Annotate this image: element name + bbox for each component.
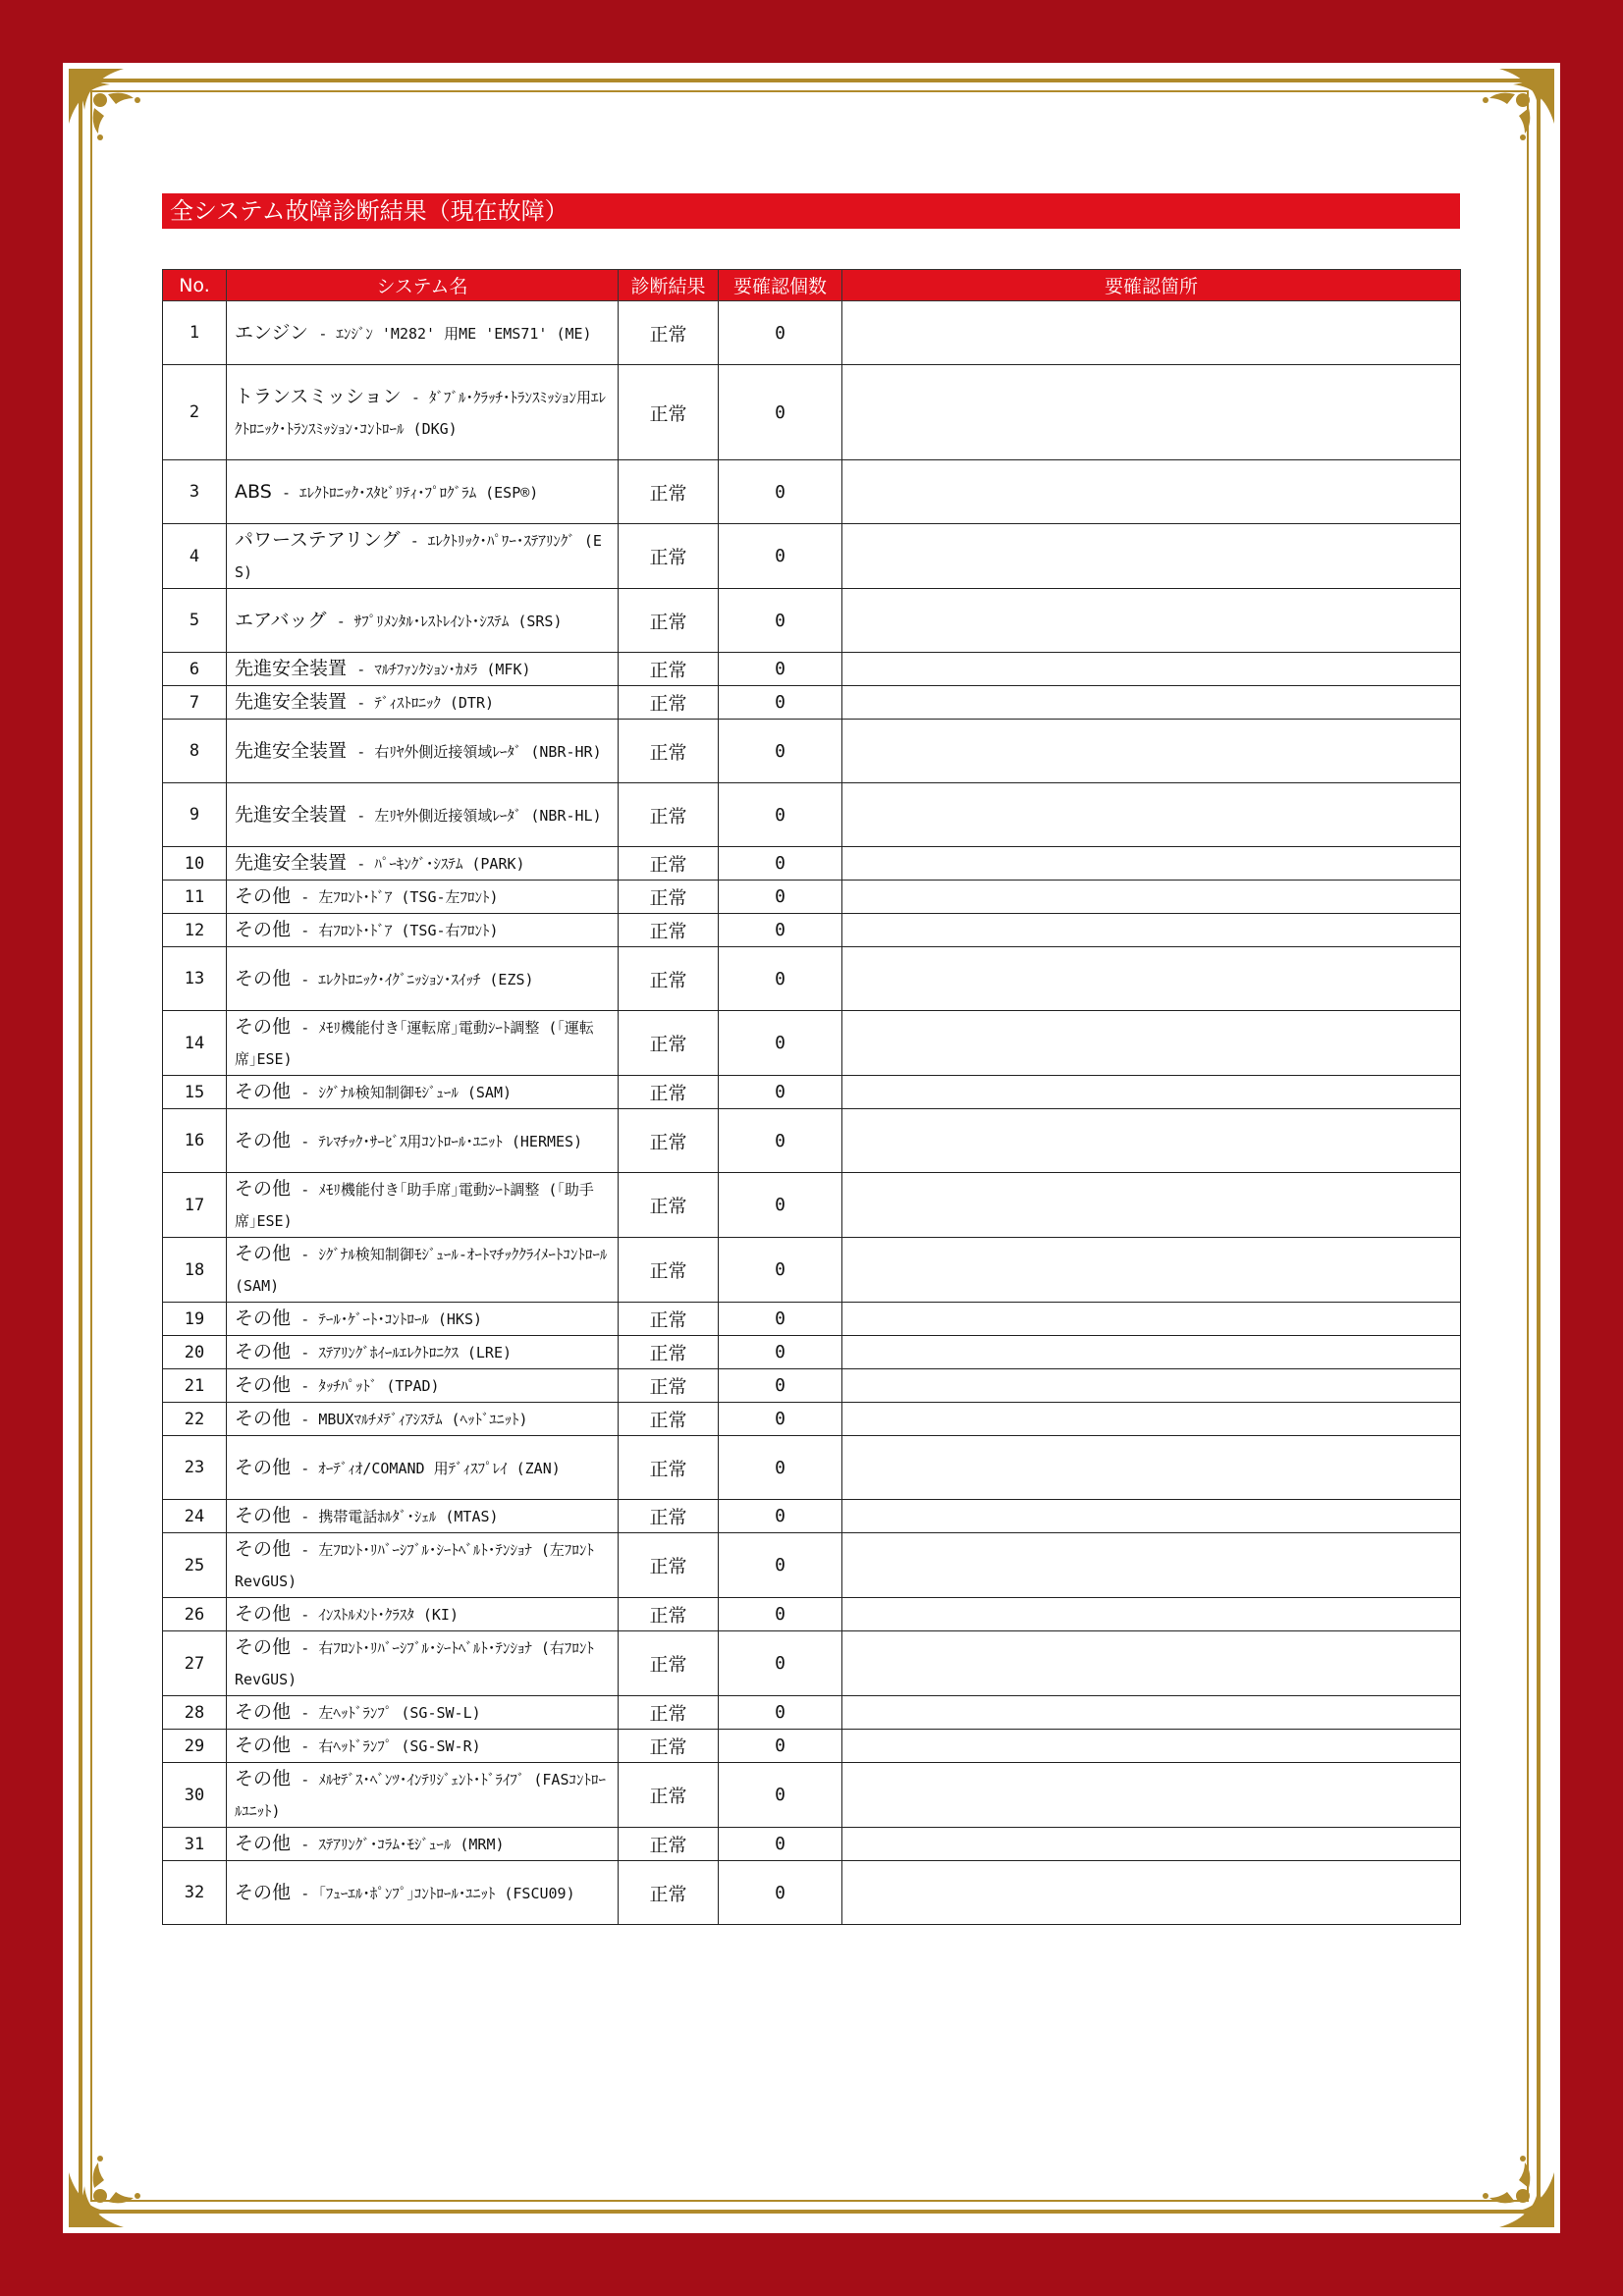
row-number: 30 [163,1763,227,1828]
diagnosis-result: 正常 [619,524,719,589]
table-row [163,1763,1461,1828]
check-count: 0 [719,686,842,720]
diagnosis-result: 正常 [619,720,719,783]
table-row [163,947,1461,1011]
check-location [842,1598,1461,1631]
column-header-location: 要確認箇所 [842,270,1461,301]
system-category: その他 [235,1016,292,1038]
check-location [842,1500,1461,1533]
table-row [163,847,1461,881]
system-detail: - ﾃﾞｨｽﾄﾛﾆｯｸ (DTR) [356,694,495,712]
diagnosis-result: 正常 [619,1436,719,1500]
table-row [163,1500,1461,1533]
table-row [163,301,1461,365]
row-number: 31 [163,1828,227,1861]
check-location [842,720,1461,783]
table-row [163,1076,1461,1109]
row-number: 1 [163,301,227,365]
row-number: 8 [163,720,227,783]
check-location [842,460,1461,524]
check-count: 0 [719,1336,842,1369]
system-name-cell [227,365,619,460]
row-number: 9 [163,783,227,847]
system-detail: - ﾀｯﾁﾊﾟｯﾄﾞ (TPAD) [300,1377,440,1395]
system-category: パワーステアリング [235,529,401,551]
system-category: その他 [235,1538,292,1560]
diagnosis-result: 正常 [619,686,719,720]
system-category: その他 [235,1768,292,1789]
system-name-cell [227,847,619,881]
table-row [163,1598,1461,1631]
row-number: 26 [163,1598,227,1631]
column-header-count: 要確認個数 [719,270,842,301]
row-number: 23 [163,1436,227,1500]
row-number: 5 [163,589,227,653]
system-category: ABS [235,480,272,503]
system-category: 先進安全装置 [235,658,348,679]
diagnosis-result: 正常 [619,1303,719,1336]
diagnosis-result: 正常 [619,947,719,1011]
table-row [163,1533,1461,1598]
corner-ornament-icon [65,2137,159,2231]
diagnosis-result: 正常 [619,589,719,653]
check-count: 0 [719,914,842,947]
system-name-cell [227,720,619,783]
check-location [842,1336,1461,1369]
table-row [163,783,1461,847]
table-row [163,1631,1461,1696]
system-name-cell [227,1500,619,1533]
system-category: 先進安全装置 [235,803,348,826]
diagnosis-result: 正常 [619,1598,719,1631]
check-count: 0 [719,1369,842,1403]
check-location [842,783,1461,847]
system-category: エアバッグ [235,609,327,631]
table-row [163,1730,1461,1763]
check-location [842,1109,1461,1173]
table-row [163,653,1461,686]
check-count: 0 [719,1598,842,1631]
row-number: 11 [163,881,227,914]
check-location [842,1730,1461,1763]
system-name-cell [227,1173,619,1238]
system-detail: - ﾊﾟｰｷﾝｸﾞ･ｼｽﾃﾑ (PARK) [356,855,525,873]
diagnosis-result: 正常 [619,1369,719,1403]
check-count: 0 [719,1861,842,1925]
table-body [163,301,1461,1925]
row-number: 24 [163,1500,227,1533]
check-location [842,914,1461,947]
system-detail: - ｼｸﾞﾅﾙ検知制御ﾓｼﾞｭｰﾙ (SAM) [300,1084,513,1101]
diagnosis-result: 正常 [619,1336,719,1369]
system-category: 先進安全装置 [235,739,348,762]
table-row [163,1369,1461,1403]
diagnosis-result: 正常 [619,847,719,881]
system-category: その他 [235,1341,292,1362]
system-name-cell [227,914,619,947]
system-category: その他 [235,1408,292,1429]
diagnosis-result: 正常 [619,1173,719,1238]
check-count: 0 [719,1763,842,1828]
table-row [163,1011,1461,1076]
corner-ornament-icon [1464,2137,1558,2231]
check-location [842,653,1461,686]
check-count: 0 [719,365,842,460]
corner-ornament-icon [65,65,159,159]
diagnosis-result: 正常 [619,1763,719,1828]
system-name-cell [227,1828,619,1861]
system-name-cell [227,881,619,914]
check-location [842,365,1461,460]
system-name-cell [227,1436,619,1500]
check-count: 0 [719,1011,842,1076]
diagnosis-result: 正常 [619,1076,719,1109]
table-row [163,686,1461,720]
check-count: 0 [719,1436,842,1500]
check-location [842,1763,1461,1828]
check-location [842,947,1461,1011]
system-name-cell [227,1861,619,1925]
system-detail: - 右ﾍｯﾄﾞﾗﾝﾌﾟ (SG-SW-R) [300,1737,481,1755]
row-number: 18 [163,1238,227,1303]
system-detail: - 左ﾌﾛﾝﾄ･ﾘﾊﾞｰｼﾌﾞﾙ･ｼｰﾄﾍﾞﾙﾄ･ﾃﾝｼｮﾅ (左ﾌﾛﾝﾄ RevGUS) [235,1541,594,1590]
diagnosis-result: 正常 [619,301,719,365]
check-count: 0 [719,881,842,914]
diagnosis-result: 正常 [619,914,719,947]
diagnosis-table [162,269,1461,1925]
system-detail: - ﾏﾙﾁﾌｧﾝｸｼｮﾝ･ｶﾒﾗ (MFK) [356,661,531,678]
system-category: その他 [235,1129,292,1151]
system-category: 先進安全装置 [235,852,348,874]
system-category: その他 [235,1243,292,1264]
corner-ornament-icon [1464,65,1558,159]
diagnosis-result: 正常 [619,1238,719,1303]
column-header-system-name: システム名 [227,270,619,301]
table-row [163,524,1461,589]
diagnosis-result: 正常 [619,1011,719,1076]
check-location [842,1631,1461,1696]
row-number: 29 [163,1730,227,1763]
check-location [842,524,1461,589]
check-location [842,1369,1461,1403]
row-number: 28 [163,1696,227,1730]
row-number: 17 [163,1173,227,1238]
system-name-cell [227,686,619,720]
row-number: 19 [163,1303,227,1336]
system-name-cell [227,1631,619,1696]
system-detail: - ｲﾝｽﾄﾙﾒﾝﾄ･ｸﾗｽﾀ (KI) [300,1606,459,1624]
system-detail: - ﾒﾙｾﾃﾞｽ･ﾍﾞﾝﾂ･ｲﾝﾃﾘｼﾞｪﾝﾄ･ﾄﾞﾗｲﾌﾞ (FASｺﾝﾄﾛｰﾙﾕﾆｯﾄ) [235,1771,606,1820]
system-detail: - ｼｸﾞﾅﾙ検知制御ﾓｼﾞｭｰﾙ-ｵｰﾄﾏﾁｯｸｸﾗｲﾒｰﾄｺﾝﾄﾛｰﾙ (SAM) [235,1246,608,1295]
system-name-cell [227,1369,619,1403]
diagnosis-result: 正常 [619,460,719,524]
system-category: その他 [235,1178,292,1200]
system-detail: - ｻﾌﾟﾘﾒﾝﾀﾙ･ﾚｽﾄﾚｲﾝﾄ･ｼｽﾃﾑ (SRS) [336,612,563,630]
diagnosis-result: 正常 [619,1109,719,1173]
system-detail: - ｽﾃｱﾘﾝｸﾞﾎｲｰﾙｴﾚｸﾄﾛﾆｸｽ (LRE) [300,1344,513,1362]
system-detail: - ｴﾚｸﾄﾛﾆｯｸ･ｲｸﾞﾆｯｼｮﾝ･ｽｲｯﾁ (EZS) [300,970,534,988]
table-row [163,460,1461,524]
system-category: その他 [235,885,292,907]
table-row [163,1303,1461,1336]
check-location [842,1173,1461,1238]
table-row [163,881,1461,914]
table-row [163,589,1461,653]
system-category: その他 [235,967,292,989]
system-detail: - ｴﾝｼﾞﾝ 'M282' 用ME 'EMS71' (ME) [318,324,592,343]
diagnosis-result: 正常 [619,1500,719,1533]
table-row [163,1861,1461,1925]
table-row [163,1238,1461,1303]
system-detail: - 右ﾌﾛﾝﾄ･ﾘﾊﾞｰｼﾌﾞﾙ･ｼｰﾄﾍﾞﾙﾄ･ﾃﾝｼｮﾅ (右ﾌﾛﾝﾄ RevGUS) [235,1639,594,1688]
system-category: エンジン [235,321,309,344]
check-location [842,1696,1461,1730]
check-count: 0 [719,1109,842,1173]
check-location [842,1403,1461,1436]
check-count: 0 [719,1631,842,1696]
check-count: 0 [719,589,842,653]
row-number: 27 [163,1631,227,1696]
system-name-cell [227,1730,619,1763]
system-name-cell [227,1598,619,1631]
row-number: 15 [163,1076,227,1109]
check-location [842,1828,1461,1861]
system-detail: - 左ﾍｯﾄﾞﾗﾝﾌﾟ (SG-SW-L) [300,1704,481,1722]
system-category: その他 [235,1374,292,1396]
system-detail: - ｵｰﾃﾞｨｵ/COMAND 用ﾃﾞｨｽﾌﾟﾚｲ (ZAN) [300,1459,561,1477]
table-row [163,1336,1461,1369]
check-count: 0 [719,947,842,1011]
system-category: トランスミッション [235,385,402,407]
check-location [842,1076,1461,1109]
system-name-cell [227,783,619,847]
system-name-cell [227,1303,619,1336]
row-number: 10 [163,847,227,881]
diagnosis-result: 正常 [619,881,719,914]
diagnosis-result: 正常 [619,1631,719,1696]
table-row [163,365,1461,460]
check-count: 0 [719,1238,842,1303]
system-name-cell [227,460,619,524]
check-location [842,847,1461,881]
system-detail: - 左ﾘﾔ外側近接領域ﾚｰﾀﾞ (NBR-HL) [356,806,602,825]
table-row [163,1436,1461,1500]
page-title: 全システム故障診断結果（現在故障） [162,193,1460,229]
system-detail: - 右ﾌﾛﾝﾄ･ﾄﾞｱ (TSG-右ﾌﾛﾝﾄ) [300,922,499,939]
check-count: 0 [719,1500,842,1533]
row-number: 6 [163,653,227,686]
system-detail: - 右ﾘﾔ外側近接領域ﾚｰﾀﾞ (NBR-HR) [356,742,602,761]
system-category: その他 [235,1308,292,1329]
system-detail: - ﾃﾚﾏﾁｯｸ･ｻｰﾋﾞｽ用ｺﾝﾄﾛｰﾙ･ﾕﾆｯﾄ (HERMES) [300,1132,583,1150]
system-detail: - ﾃｰﾙ･ｹﾞｰﾄ･ｺﾝﾄﾛｰﾙ (HKS) [300,1310,483,1328]
diagnosis-result: 正常 [619,1861,719,1925]
diagnosis-result: 正常 [619,783,719,847]
check-count: 0 [719,1403,842,1436]
check-count: 0 [719,653,842,686]
system-name-cell [227,1763,619,1828]
check-location [842,1861,1461,1925]
check-count: 0 [719,301,842,365]
system-category: その他 [235,1505,292,1526]
check-count: 0 [719,1696,842,1730]
table-row [163,914,1461,947]
table-header-row [163,270,1461,301]
system-name-cell [227,524,619,589]
system-category: その他 [235,1081,292,1102]
check-location [842,1011,1461,1076]
system-name-cell [227,1336,619,1369]
row-number: 21 [163,1369,227,1403]
system-category: その他 [235,919,292,940]
system-category: その他 [235,1456,292,1478]
check-count: 0 [719,1303,842,1336]
check-count: 0 [719,720,842,783]
diagnosis-result: 正常 [619,1696,719,1730]
row-number: 7 [163,686,227,720]
system-name-cell [227,1109,619,1173]
system-detail: - ｴﾚｸﾄﾘｯｸ･ﾊﾟﾜｰ･ｽﾃｱﾘﾝｸﾞ (ES) [235,532,602,581]
table-row [163,1696,1461,1730]
check-location [842,1533,1461,1598]
system-detail: - MBUXﾏﾙﾁﾒﾃﾞｨｱｼｽﾃﾑ (ﾍｯﾄﾞﾕﾆｯﾄ) [300,1411,528,1428]
row-number: 13 [163,947,227,1011]
table-row [163,1828,1461,1861]
diagnosis-result: 正常 [619,1533,719,1598]
check-count: 0 [719,1533,842,1598]
check-location [842,301,1461,365]
system-detail: - ﾒﾓﾘ機能付き｢助手席｣電動ｼｰﾄ調整 (｢助手席｣ESE) [235,1181,594,1230]
system-detail: - ｢ﾌｭｰｴﾙ･ﾎﾟﾝﾌﾟ｣ｺﾝﾄﾛｰﾙ･ﾕﾆｯﾄ (FSCU09) [300,1884,575,1902]
table-row [163,720,1461,783]
diagnosis-result: 正常 [619,653,719,686]
system-name-cell [227,1076,619,1109]
system-detail: - 左ﾌﾛﾝﾄ･ﾄﾞｱ (TSG-左ﾌﾛﾝﾄ) [300,888,499,906]
system-category: 先進安全装置 [235,691,348,713]
system-name-cell [227,947,619,1011]
check-count: 0 [719,1076,842,1109]
system-name-cell [227,589,619,653]
system-name-cell [227,1011,619,1076]
table-row [163,1173,1461,1238]
system-name-cell [227,1696,619,1730]
system-name-cell [227,1238,619,1303]
check-count: 0 [719,783,842,847]
row-number: 32 [163,1861,227,1925]
system-category: その他 [235,1833,292,1854]
check-count: 0 [719,1828,842,1861]
check-location [842,1303,1461,1336]
check-count: 0 [719,847,842,881]
check-location [842,1436,1461,1500]
diagnosis-result: 正常 [619,365,719,460]
system-category: その他 [235,1881,292,1903]
system-detail: - 携帯電話ﾎﾙﾀﾞ･ｼｪﾙ (MTAS) [300,1508,499,1525]
table-row [163,1403,1461,1436]
system-detail: - ｴﾚｸﾄﾛﾆｯｸ･ｽﾀﾋﾞﾘﾃｨ･ﾌﾟﾛｸﾞﾗﾑ (ESP®) [282,483,539,502]
check-location [842,589,1461,653]
row-number: 12 [163,914,227,947]
system-detail: - ﾒﾓﾘ機能付き｢運転席｣電動ｼｰﾄ調整 (｢運転席｣ESE) [235,1019,594,1068]
check-count: 0 [719,1730,842,1763]
check-location [842,686,1461,720]
check-count: 0 [719,1173,842,1238]
system-name-cell [227,1533,619,1598]
system-name-cell [227,653,619,686]
check-count: 0 [719,524,842,589]
row-number: 16 [163,1109,227,1173]
system-category: その他 [235,1701,292,1723]
row-number: 2 [163,365,227,460]
row-number: 14 [163,1011,227,1076]
system-category: その他 [235,1735,292,1756]
diagnosis-result: 正常 [619,1730,719,1763]
row-number: 20 [163,1336,227,1369]
check-location [842,1238,1461,1303]
row-number: 3 [163,460,227,524]
check-location [842,881,1461,914]
row-number: 25 [163,1533,227,1598]
diagnosis-result: 正常 [619,1828,719,1861]
system-detail: - ｽﾃｱﾘﾝｸﾞ･ｺﾗﾑ･ﾓｼﾞｭｰﾙ (MRM) [300,1836,505,1853]
system-name-cell [227,301,619,365]
check-count: 0 [719,460,842,524]
row-number: 4 [163,524,227,589]
column-header-result: 診断結果 [619,270,719,301]
system-category: その他 [235,1636,292,1658]
row-number: 22 [163,1403,227,1436]
system-name-cell [227,1403,619,1436]
system-detail: - ﾀﾞﾌﾞﾙ･ｸﾗｯﾁ･ﾄﾗﾝｽﾐｯｼｮﾝ用ｴﾚｸﾄﾛﾆｯｸ･ﾄﾗﾝｽﾐｯｼｮﾝ･ｺﾝﾄﾛｰﾙ (DKG) [235,388,606,438]
column-header-no: No. [163,270,227,301]
table-row [163,1109,1461,1173]
diagnosis-result: 正常 [619,1403,719,1436]
system-category: その他 [235,1603,292,1625]
